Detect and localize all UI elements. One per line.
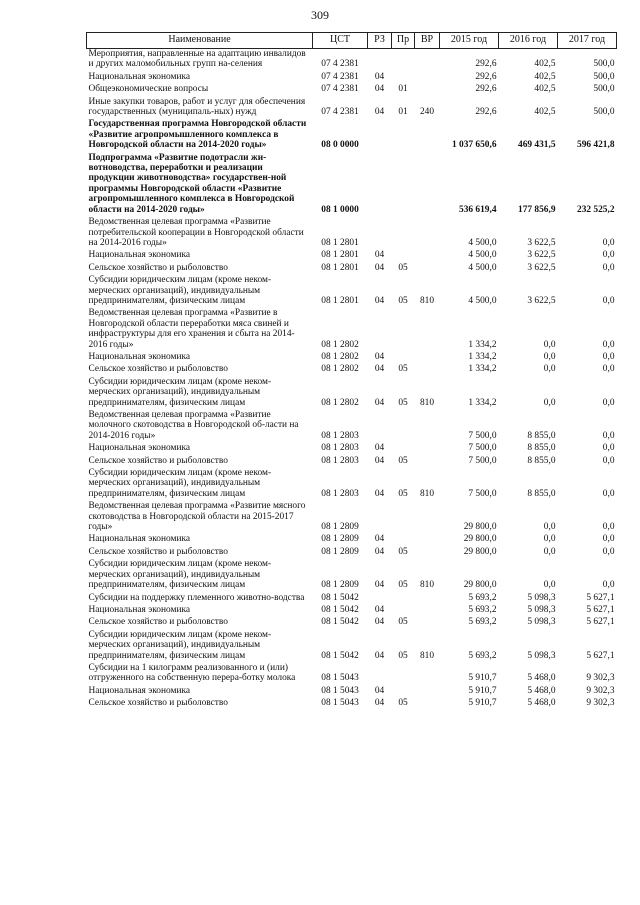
cell-rz	[368, 217, 392, 250]
cell-2017: 0,0	[602, 339, 615, 350]
cell-pr	[392, 153, 415, 217]
cell-cst: 08 1 2809	[321, 522, 359, 533]
cell-name: Национальная экономика	[88, 443, 191, 454]
table-row	[87, 97, 617, 120]
cell-name: Сельское хозяйство и рыболовство	[88, 455, 228, 466]
cell-rz	[368, 410, 392, 443]
cell-name: Субсидии юридическим лицам (кроме неком-мерческих организаций), индивидуальным предпринимателям, физическим лицам	[88, 559, 272, 591]
table-row	[87, 250, 617, 262]
cell-rz: 04	[374, 685, 385, 696]
cell-pr: 05	[398, 546, 408, 557]
cell-2016: 402,5	[534, 71, 556, 82]
cell-vr	[415, 263, 440, 275]
cell-2016: 0,0	[543, 339, 556, 350]
cell-2017: 500,0	[593, 107, 615, 118]
cell-pr	[392, 352, 415, 364]
cell-cst: 08 1 5042	[321, 604, 359, 615]
cell-pr: 05	[398, 397, 408, 408]
cell-vr: 240	[419, 107, 435, 118]
cell-2016: 0,0	[543, 364, 556, 375]
cell-name: Сельское хозяйство и рыболовство	[88, 698, 228, 709]
cell-rz	[368, 49, 392, 72]
cell-rz: 04	[374, 71, 385, 82]
cell-cst: 08 1 2802	[321, 397, 359, 408]
header-name: Наименование	[87, 33, 313, 49]
cell-rz	[368, 153, 392, 217]
table-row	[87, 534, 617, 546]
cell-2015: 1 334,2	[468, 351, 497, 362]
table-row	[87, 352, 617, 364]
cell-rz: 04	[374, 698, 385, 709]
table-row	[87, 501, 617, 534]
table-row	[87, 468, 617, 501]
table-row	[87, 410, 617, 443]
cell-name: Сельское хозяйство и рыболовство	[88, 364, 228, 375]
cell-name: Мероприятия, направленные на адаптацию инвалидов и других маломобильных групп на-селения	[88, 49, 306, 70]
cell-vr	[415, 456, 440, 468]
cell-2015: 4 500,0	[468, 237, 497, 248]
table-row	[87, 593, 617, 605]
cell-cst: 07 4 2381	[321, 84, 359, 95]
cell-cst: 08 1 2801	[321, 250, 359, 261]
cell-2015: 5 693,2	[468, 604, 497, 615]
cell-vr	[415, 250, 440, 262]
cell-rz: 04	[374, 534, 385, 545]
cell-2016: 8 855,0	[527, 488, 556, 499]
cell-2016: 8 855,0	[527, 443, 556, 454]
cell-2015: 5 693,2	[468, 617, 497, 628]
cell-pr: 05	[398, 698, 408, 709]
cell-vr	[415, 153, 440, 217]
cell-cst: 07 4 2381	[321, 71, 359, 82]
header-rz: РЗ	[368, 33, 392, 49]
table-row	[87, 217, 617, 250]
cell-cst: 08 1 2801	[321, 237, 359, 248]
cell-cst: 08 1 2801	[321, 262, 359, 273]
cell-name: Субсидии юридическим лицам (кроме неком-мерческих организаций), индивидуальным предпринимателям, физическим лицам	[88, 275, 272, 306]
cell-vr	[415, 534, 440, 546]
cell-name: Ведомственная целевая программа «Развитие потребительской кооперации в Новгородской области на 2014-2016 годы»	[88, 217, 304, 248]
cell-2016: 402,5	[534, 59, 556, 70]
cell-pr	[392, 410, 415, 443]
table-row	[87, 617, 617, 629]
cell-2017: 0,0	[602, 534, 615, 545]
cell-rz: 04	[374, 397, 385, 408]
header-cst: ЦСТ	[313, 33, 368, 49]
cell-rz: 04	[374, 488, 385, 499]
cell-vr	[415, 605, 440, 617]
table-row	[87, 698, 617, 710]
cell-2016: 5 468,0	[527, 698, 556, 709]
cell-name: Национальная экономика	[88, 534, 191, 545]
cell-cst: 08 1 2809	[321, 580, 359, 591]
header-pr: Пр	[392, 33, 415, 49]
table-row	[87, 153, 617, 217]
cell-pr: 05	[398, 650, 408, 661]
cell-2016: 3 622,5	[527, 262, 556, 273]
cell-2016: 5 098,3	[527, 650, 556, 661]
cell-2015: 292,6	[475, 59, 497, 70]
cell-2017: 0,0	[602, 351, 615, 362]
cell-rz	[368, 593, 392, 605]
cell-2015: 1 334,2	[468, 397, 497, 408]
cell-2015: 5 910,7	[468, 685, 497, 696]
cell-2016: 402,5	[534, 107, 556, 118]
cell-2016: 469 431,5	[518, 140, 556, 151]
cell-2017: 9 302,3	[586, 673, 615, 684]
cell-pr	[392, 250, 415, 262]
header-2016: 2016 год	[499, 33, 558, 49]
cell-2016: 0,0	[543, 546, 556, 557]
cell-rz: 04	[374, 295, 385, 306]
cell-cst: 07 4 2381	[321, 107, 359, 118]
cell-2017: 0,0	[602, 397, 615, 408]
cell-2017: 0,0	[602, 455, 615, 466]
cell-pr: 05	[398, 364, 408, 375]
table-row	[87, 72, 617, 84]
cell-rz: 04	[374, 364, 385, 375]
table-body	[87, 49, 617, 711]
cell-rz	[368, 308, 392, 352]
table-row	[87, 686, 617, 698]
cell-2015: 1 334,2	[468, 364, 497, 375]
cell-name: Субсидии юридическим лицам (кроме неком-мерческих организаций), индивидуальным предпринимателям, физическим лицам	[88, 376, 272, 408]
cell-pr	[392, 534, 415, 546]
cell-name: Субсидии юридическим лицам (кроме неком-мерческих организаций), индивидуальным предпринимателям, физическим лицам	[88, 629, 272, 661]
cell-name: Субсидии юридическим лицам (кроме неком-мерческих организаций), индивидуальным предпринимателям, физическим лицам	[88, 468, 272, 499]
cell-rz: 04	[374, 443, 385, 454]
table-row	[87, 275, 617, 308]
cell-cst: 08 1 5043	[321, 685, 359, 696]
cell-2016: 0,0	[543, 534, 556, 545]
cell-2015: 292,6	[475, 71, 497, 82]
cell-2015: 5 910,7	[468, 673, 497, 684]
cell-2015: 29 800,0	[463, 522, 497, 533]
cell-2017: 500,0	[593, 59, 615, 70]
table-row	[87, 364, 617, 376]
cell-vr: 810	[419, 650, 435, 661]
table-row	[87, 630, 617, 663]
cell-cst: 08 1 2801	[321, 295, 359, 306]
cell-cst: 08 1 5042	[321, 650, 359, 661]
cell-pr	[392, 663, 415, 686]
cell-cst: 08 1 2803	[321, 430, 359, 441]
cell-2015: 29 800,0	[463, 534, 497, 545]
table-row	[87, 308, 617, 352]
table-row	[87, 119, 617, 152]
header-2015: 2015 год	[440, 33, 499, 49]
cell-2015: 536 619,4	[459, 204, 497, 215]
cell-vr	[415, 663, 440, 686]
cell-2017: 0,0	[602, 443, 615, 454]
cell-2015: 4 500,0	[468, 295, 497, 306]
cell-vr	[415, 352, 440, 364]
cell-vr	[415, 593, 440, 605]
table-row	[87, 84, 617, 96]
cell-2015: 29 800,0	[463, 580, 497, 591]
table-header	[87, 33, 617, 49]
table-row	[87, 605, 617, 617]
cell-rz	[368, 501, 392, 534]
table-row	[87, 559, 617, 592]
cell-pr: 05	[398, 617, 408, 628]
cell-2017: 5 627,1	[586, 650, 615, 661]
cell-cst: 08 1 5043	[321, 698, 359, 709]
cell-2017: 0,0	[602, 295, 615, 306]
cell-2017: 0,0	[602, 364, 615, 375]
cell-cst: 08 1 2809	[321, 534, 359, 545]
cell-cst: 08 1 2802	[321, 364, 359, 375]
cell-cst: 08 1 5042	[321, 592, 359, 603]
table-row	[87, 377, 617, 410]
cell-name: Национальная экономика	[88, 250, 191, 261]
cell-pr	[392, 443, 415, 455]
cell-vr	[415, 443, 440, 455]
cell-2015: 5 693,2	[468, 592, 497, 603]
cell-pr	[392, 308, 415, 352]
cell-2015: 4 500,0	[468, 262, 497, 273]
header-vr: ВР	[415, 33, 440, 49]
cell-vr	[415, 84, 440, 96]
cell-2017: 596 421,8	[577, 140, 615, 151]
table-row	[87, 663, 617, 686]
cell-rz: 04	[374, 604, 385, 615]
cell-2017: 0,0	[602, 237, 615, 248]
cell-2015: 4 500,0	[468, 250, 497, 261]
cell-2015: 5 693,2	[468, 650, 497, 661]
budget-table	[86, 32, 617, 711]
cell-pr	[392, 501, 415, 534]
cell-pr: 05	[398, 262, 408, 273]
cell-2016: 5 098,3	[527, 604, 556, 615]
cell-2016: 402,5	[534, 84, 556, 95]
cell-vr: 810	[419, 397, 435, 408]
cell-rz: 04	[374, 250, 385, 261]
cell-rz: 04	[374, 351, 385, 362]
cell-rz: 04	[374, 262, 385, 273]
cell-2017: 0,0	[602, 546, 615, 557]
cell-2017: 500,0	[593, 84, 615, 95]
cell-cst: 08 0 0000	[321, 140, 359, 151]
cell-pr	[392, 119, 415, 152]
cell-2017: 0,0	[602, 522, 615, 533]
cell-vr: 810	[419, 488, 435, 499]
cell-pr	[392, 593, 415, 605]
cell-vr	[415, 308, 440, 352]
cell-2017: 9 302,3	[586, 698, 615, 709]
cell-2017: 5 627,1	[586, 592, 615, 603]
cell-2017: 0,0	[602, 262, 615, 273]
cell-2015: 7 500,0	[468, 488, 497, 499]
cell-pr	[392, 686, 415, 698]
cell-pr	[392, 217, 415, 250]
cell-2015: 7 500,0	[468, 430, 497, 441]
cell-vr: 810	[419, 295, 435, 306]
cell-name: Национальная экономика	[88, 71, 191, 82]
cell-name: Ведомственная целевая программа «Развитие молочного скотоводства в Новгородской об-ласти на 2014-2016 годы»	[88, 410, 299, 441]
cell-2015: 5 910,7	[468, 698, 497, 709]
cell-2017: 5 627,1	[586, 604, 615, 615]
cell-2016: 5 098,3	[527, 592, 556, 603]
cell-pr	[392, 49, 415, 72]
cell-2016: 3 622,5	[527, 237, 556, 248]
cell-vr	[415, 49, 440, 72]
cell-2016: 0,0	[543, 397, 556, 408]
cell-2017: 500,0	[593, 71, 615, 82]
cell-name: Общеэкономические вопросы	[88, 84, 209, 95]
cell-rz: 04	[374, 617, 385, 628]
cell-name: Субсидии на поддержку племенного животно-водства	[88, 592, 305, 603]
cell-pr	[392, 72, 415, 84]
cell-pr: 05	[398, 295, 408, 306]
cell-rz	[368, 119, 392, 152]
cell-cst: 08 1 5042	[321, 617, 359, 628]
cell-2016: 3 622,5	[527, 250, 556, 261]
cell-rz: 04	[374, 650, 385, 661]
cell-vr	[415, 686, 440, 698]
table-row	[87, 443, 617, 455]
cell-2016: 8 855,0	[527, 455, 556, 466]
cell-name: Государственная программа Новгородской области «Развитие агропромышленного комплекса в Новгородской области на 2014-2020 годы»	[88, 119, 307, 151]
cell-name: Сельское хозяйство и рыболовство	[88, 262, 228, 273]
cell-2017: 5 627,1	[586, 617, 615, 628]
cell-rz: 04	[374, 84, 385, 95]
cell-2017: 0,0	[602, 488, 615, 499]
cell-cst: 08 1 2809	[321, 546, 359, 557]
cell-2017: 232 525,2	[577, 204, 615, 215]
cell-2017: 0,0	[602, 580, 615, 591]
cell-vr	[415, 410, 440, 443]
cell-vr	[415, 364, 440, 376]
cell-cst: 08 1 2803	[321, 455, 359, 466]
cell-cst: 08 1 2802	[321, 351, 359, 362]
cell-name: Подпрограмма «Развитие подотрасли жи-вотноводства, переработки и реализации продукции животноводства» государствен-ной программы Новгородской области «Развитие агропромышленного комплекса в Новгородской области на 2014-2020 годы»	[88, 152, 295, 215]
cell-rz: 04	[374, 107, 385, 118]
cell-pr: 05	[398, 488, 408, 499]
cell-name: Национальная экономика	[88, 351, 191, 362]
cell-vr	[415, 119, 440, 152]
cell-2015: 1 037 650,6	[451, 140, 497, 151]
cell-vr	[415, 617, 440, 629]
header-2017: 2017 год	[558, 33, 617, 49]
cell-rz: 04	[374, 580, 385, 591]
cell-name: Сельское хозяйство и рыболовство	[88, 546, 228, 557]
cell-rz: 04	[374, 546, 385, 557]
cell-cst: 08 1 0000	[321, 204, 359, 215]
cell-vr: 810	[419, 580, 435, 591]
cell-vr	[415, 217, 440, 250]
table-row	[87, 456, 617, 468]
cell-name: Иные закупки товаров, работ и услуг для обеспечения государственных (муниципаль-ных) нужд	[88, 96, 306, 118]
cell-2016: 0,0	[543, 522, 556, 533]
cell-2016: 5 098,3	[527, 617, 556, 628]
cell-vr	[415, 547, 440, 559]
cell-2015: 292,6	[475, 84, 497, 95]
cell-name: Сельское хозяйство и рыболовство	[88, 617, 228, 628]
cell-cst: 08 1 2802	[321, 339, 359, 350]
cell-2017: 9 302,3	[586, 685, 615, 696]
table-row	[87, 263, 617, 275]
cell-2016: 0,0	[543, 351, 556, 362]
cell-pr: 01	[398, 107, 408, 118]
cell-vr	[415, 698, 440, 710]
cell-cst: 07 4 2381	[321, 59, 359, 70]
cell-2016: 8 855,0	[527, 430, 556, 441]
cell-name: Ведомственная целевая программа «Развитие в Новгородской области переработки мяса свиней и инфраструктуры для его хранения и сбыта на 2014-2016 годы»	[88, 308, 295, 350]
cell-cst: 08 1 2803	[321, 488, 359, 499]
cell-cst: 08 1 5043	[321, 673, 359, 684]
cell-name: Национальная экономика	[88, 604, 191, 615]
cell-2015: 1 334,2	[468, 339, 497, 350]
cell-2017: 0,0	[602, 430, 615, 441]
table-row	[87, 547, 617, 559]
page-number: 309	[311, 8, 329, 22]
cell-2015: 7 500,0	[468, 443, 497, 454]
table-row	[87, 49, 617, 72]
cell-name: Субсидии на 1 килограмм реализованного и (или) отгруженного на собственную перера-ботку молока	[88, 662, 296, 684]
cell-pr: 01	[398, 84, 408, 95]
cell-cst: 08 1 2803	[321, 443, 359, 454]
cell-2016: 0,0	[543, 580, 556, 591]
cell-2016: 3 622,5	[527, 295, 556, 306]
cell-name: Ведомственная целевая программа «Развитие мясного скотоводства в Новгородской области на 2015-2017 годы»	[88, 501, 306, 533]
cell-name: Национальная экономика	[88, 685, 191, 696]
cell-vr	[415, 501, 440, 534]
cell-2016: 177 856,9	[518, 204, 556, 215]
cell-2015: 292,6	[475, 107, 497, 118]
cell-vr	[415, 72, 440, 84]
cell-2017: 0,0	[602, 250, 615, 261]
cell-2016: 5 468,0	[527, 685, 556, 696]
cell-2015: 7 500,0	[468, 455, 497, 466]
cell-pr: 05	[398, 580, 408, 591]
cell-2016: 5 468,0	[527, 673, 556, 684]
cell-rz: 04	[374, 455, 385, 466]
cell-rz	[368, 663, 392, 686]
cell-pr	[392, 605, 415, 617]
cell-2015: 29 800,0	[463, 546, 497, 557]
cell-pr: 05	[398, 455, 408, 466]
